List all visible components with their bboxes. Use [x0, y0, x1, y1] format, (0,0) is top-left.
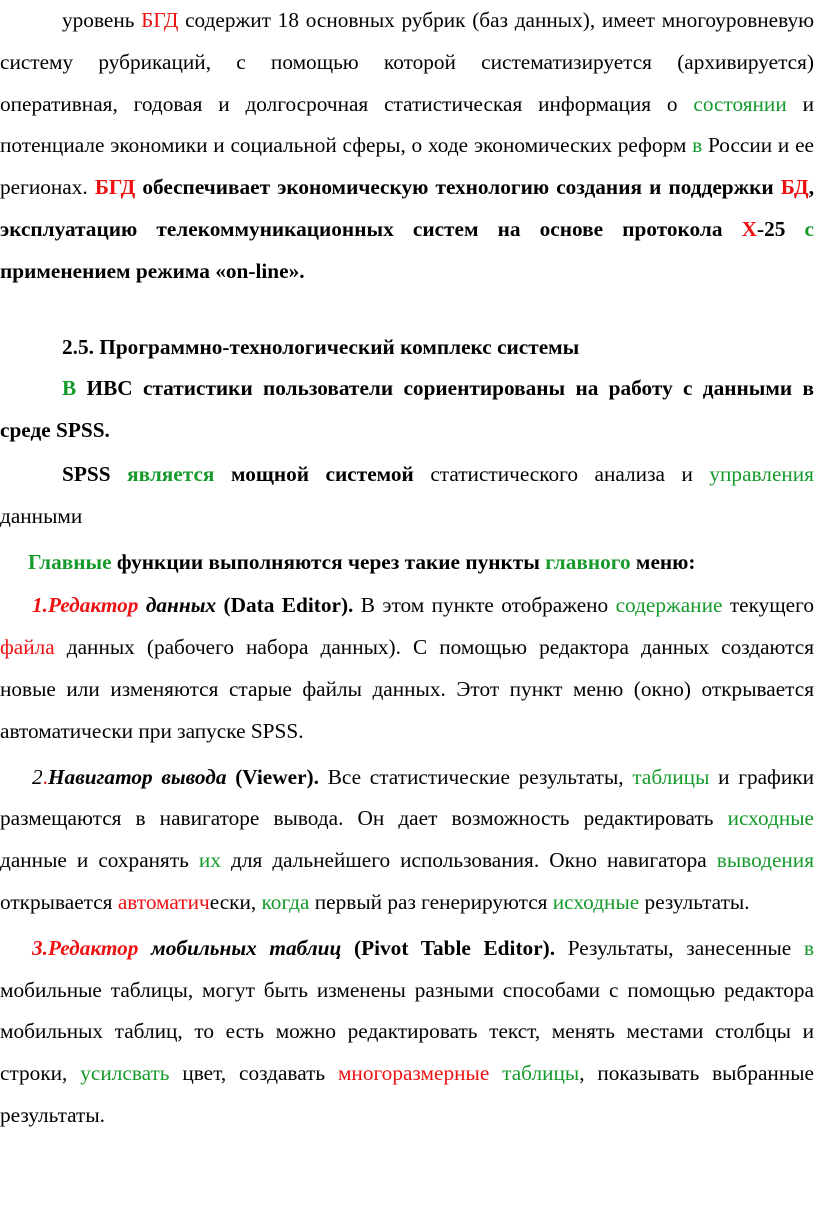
text-span: для дальнейшего использования. Окно навигатора	[220, 848, 717, 873]
bold-span: мощной системой	[214, 461, 414, 486]
highlight-green: содержание	[615, 593, 723, 618]
text-span: и потенциале экономики и социальной сферы, о ходе экономических реформ	[0, 91, 814, 158]
highlight-green-bold: главного	[545, 549, 631, 574]
text-span	[489, 1061, 502, 1085]
text-span: России и ее регионах.	[0, 133, 814, 200]
bold-italic-span: Навигатор вывода	[47, 764, 227, 789]
highlight-green: таблицы	[502, 1061, 580, 1086]
highlight-green: выводения	[716, 848, 814, 873]
highlight-green-bold: В	[62, 376, 77, 401]
bold-span: меню:	[630, 549, 696, 574]
text-span: и графики размещаются в навигаторе вывода. Он дает возможность редактировать	[0, 764, 815, 831]
spacer	[0, 293, 814, 327]
paragraph-viewer	[0, 757, 814, 924]
bold-span: ИВС статистики пользователи сориентированы на работу с данными в среде SPSS.	[0, 376, 814, 443]
highlight-green: управления	[709, 461, 814, 486]
text-span: данных (рабочего набора данных). С помощью редактора данных создаются новые или изменяются старые файлы данных. Этот пункт меню (окно) открывается автоматически при запуске SPSS.	[0, 635, 814, 743]
paragraph-bgd-description	[0, 0, 814, 293]
highlight-red-bold: БГД	[94, 175, 136, 200]
highlight-red: многоразмерные	[337, 1061, 490, 1086]
text-span: ески,	[209, 889, 262, 914]
text-span: первый раз генерируются	[309, 889, 553, 914]
highlight-green-bold: с	[804, 216, 814, 241]
text-span: Все статистические результаты,	[318, 764, 633, 789]
highlight-green: исходные	[552, 889, 640, 914]
highlight-red: автоматич	[117, 889, 210, 914]
highlight-green: в	[803, 935, 814, 960]
text-span: текущего	[722, 593, 814, 618]
text-span: открывается	[0, 889, 118, 914]
section-heading: 2.5. Программно-технологический комплекс системы	[62, 334, 580, 359]
bold-span: (Pivot Table Editor).	[341, 935, 556, 960]
text-span: цвет, создавать	[169, 1061, 338, 1086]
bold-italic-span: данных	[138, 593, 217, 618]
text-span: В этом пункте отображено	[353, 593, 616, 618]
bold-span: применением режима «on-line».	[0, 258, 305, 283]
highlight-red-bold: Х	[741, 216, 758, 241]
highlight-green: исходные	[727, 806, 814, 831]
paragraph-ivs-spss	[0, 368, 814, 452]
text-span: данные и сохранять	[0, 848, 199, 873]
bold-span: SPSS	[62, 461, 128, 486]
highlight-red-bold: БД	[780, 175, 809, 200]
bold-span: (Viewer).	[226, 764, 319, 789]
highlight-green: таблицы	[632, 764, 710, 789]
text-span: мобильные таблицы, могут быть изменены разными способами с помощью редактора мобильных таблиц, то есть можно редактировать текст, менять местами столбцы и строки,	[0, 977, 814, 1086]
paragraph-main-functions	[0, 542, 814, 584]
paragraph-pivot-table-editor	[0, 928, 814, 1137]
text-span: результаты.	[639, 889, 750, 914]
highlight-red-bold-italic: 1.Редактор	[32, 593, 139, 618]
highlight-red: БГД	[141, 8, 179, 32]
paragraph-data-editor	[0, 585, 814, 752]
highlight-red: .	[42, 764, 48, 789]
paragraph-spss-system	[0, 454, 814, 538]
bold-italic-span: мобильных таблиц	[138, 935, 342, 960]
highlight-green: когда	[261, 889, 310, 914]
text-span: содержит 18 основных рубрик (баз данных), имеет многоуровневую систему рубрикаций, с помощью которой систематизируется (архивируется) оперативная, годовая и долгосрочная статистическая информация о	[0, 8, 815, 116]
bold-span: (Data Editor).	[216, 593, 354, 618]
bold-span: обеспечивает экономическую технологию создания и поддержки	[135, 175, 781, 200]
highlight-red-bold-italic: 3.Редактор	[32, 935, 139, 960]
text-span: , показывать выбранные результаты.	[0, 1061, 814, 1127]
bold-span: , эксплуатацию телекоммуникационных систем на основе протокола	[0, 175, 815, 241]
text-span: Результаты, занесенные	[555, 935, 804, 960]
highlight-green: в	[692, 133, 703, 158]
text-span: статистического анализа и	[413, 461, 710, 486]
text-span: данными	[0, 503, 83, 528]
highlight-green-bold: является	[127, 461, 215, 486]
highlight-green: их	[198, 848, 221, 873]
bold-span: -25	[757, 216, 805, 241]
highlight-green: состоянии	[693, 91, 787, 116]
italic-span: 2	[32, 764, 43, 789]
text-span: уровень	[62, 8, 142, 32]
bold-span: функции выполняются через такие пункты	[111, 549, 546, 574]
highlight-red: файла	[0, 635, 55, 660]
highlight-green-bold: Главные	[28, 549, 112, 574]
highlight-green: усилсвать	[80, 1061, 170, 1086]
